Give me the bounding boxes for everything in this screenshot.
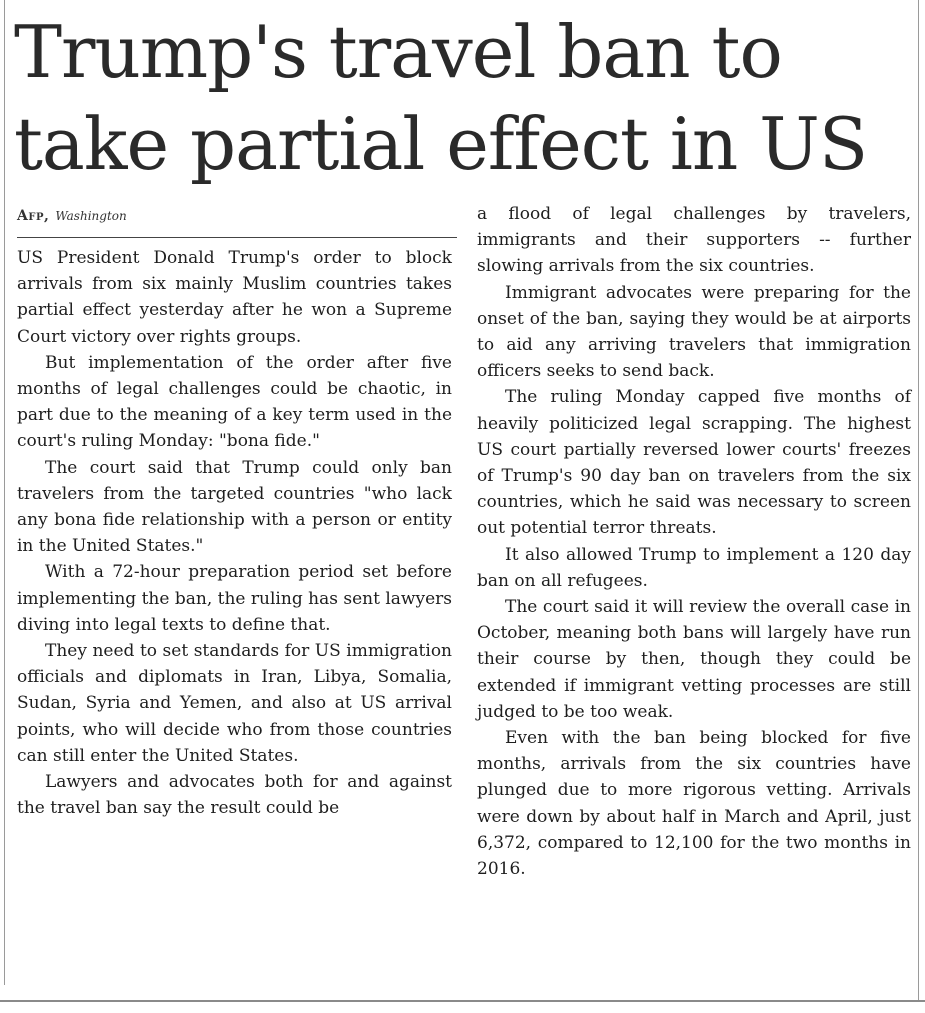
paragraph: The court said that Trump could only ban travelers from the targeted countries "who lack any bona fide relationship with a person or entity in the United States." xyxy=(17,457,452,557)
headline-line-2: take partial effect in US xyxy=(14,102,868,186)
byline xyxy=(17,206,127,226)
paragraph: The court said it will review the overall case in October, meaning both bans will largely have run their course by then, though they could be extended if immigrant vetting processes are still judged to be too weak. xyxy=(477,597,911,722)
paragraph: With a 72-hour preparation period set before implementing the ban, the ruling has sent lawyers diving into legal texts to define that. xyxy=(17,562,452,635)
bottom-border-rule xyxy=(0,1000,925,1002)
right-border-rule xyxy=(918,0,919,1000)
paragraph: But implementation of the order after five months of legal challenges could be chaotic, in part due to the meaning of a key term used in the court's ruling Monday: "bona fide." xyxy=(17,352,452,452)
article-column-right xyxy=(477,201,911,882)
article-column-left xyxy=(17,245,452,821)
byline-dateline: Washington xyxy=(55,209,127,223)
byline-agency: Afp, xyxy=(17,208,50,224)
paragraph: US President Donald Trump's order to block arrivals from six mainly Muslim countries takes partial effect yesterday after he won a Supreme Court victory over rights groups. xyxy=(17,248,452,347)
left-border-rule xyxy=(4,0,5,985)
headline xyxy=(14,6,909,190)
paragraph: Even with the ban being blocked for five months, arrivals from the six countries have plunged due to more rigorous vetting. Arrivals were down by about half in March and April, just 6,372, compared to 12,100 for the two months in 2016. xyxy=(477,728,911,880)
paragraph-continued: a flood of legal challenges by travelers, immigrants and their supporters -- further slowing arrivals from the six countries. xyxy=(477,204,911,277)
paragraph: Immigrant advocates were preparing for the onset of the ban, saying they would be at airports to aid any arriving travelers that immigration officers seeks to send back. xyxy=(477,282,911,382)
headline-line-1: Trump's travel ban to xyxy=(14,10,782,94)
paragraph: Lawyers and advocates both for and against the travel ban say the result could be xyxy=(17,772,452,819)
paragraph: They need to set standards for US immigration officials and diplomats in Iran, Libya, Somalia, Sudan, Syria and Yemen, and also at US arrival points, who will decide who from those countries can still enter the United States. xyxy=(17,641,452,766)
paragraph: It also allowed Trump to implement a 120 day ban on all refugees. xyxy=(477,544,911,591)
byline-divider xyxy=(17,237,457,238)
paragraph: The ruling Monday capped five months of heavily politicized legal scrapping. The highest US court partially reversed lower courts' freezes of Trump's 90 day ban on travelers from the six countries, which he said was necessary to screen out potential terror threats. xyxy=(477,387,911,539)
